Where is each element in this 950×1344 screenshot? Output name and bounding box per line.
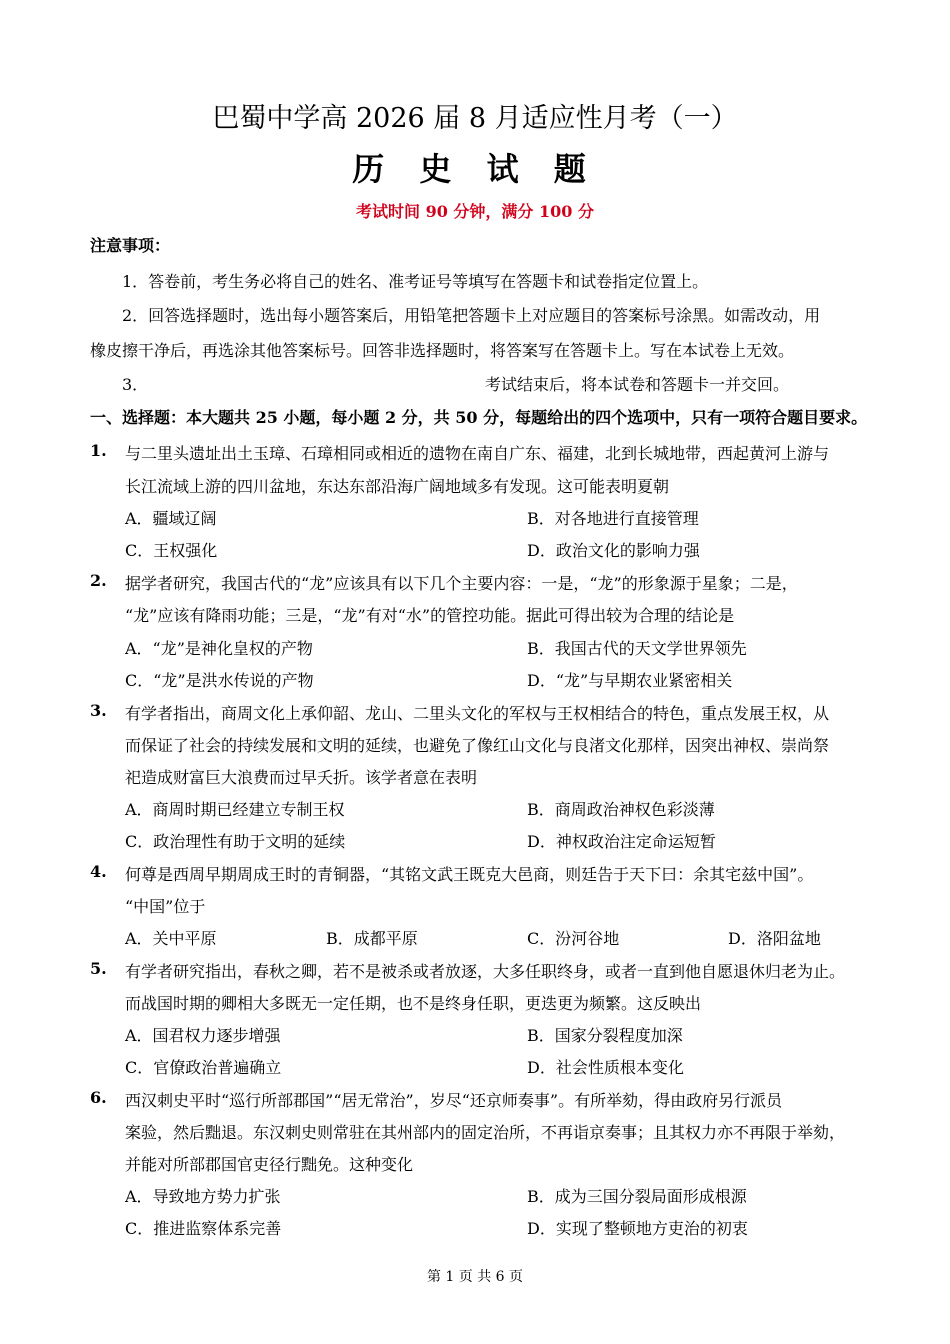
question-stem-line: “龙”应该有降雨功能；三是，“龙”有对“水”的管控功能。据此可得出较为合理的结论是: [125, 606, 735, 625]
option-c: C．官僚政治普遍确立: [125, 1058, 282, 1077]
note-3-number: 3．: [122, 375, 149, 394]
question-stem-line: 而保证了社会的持续发展和文明的延续，也避免了像红山文化与良渚文化那样，因突出神权、崇尚祭: [125, 736, 830, 755]
note-3-text: 考试结束后，将本试卷和答题卡一并交回。: [485, 375, 790, 394]
question-number: 3.: [90, 701, 107, 720]
question-stem-line: 案验，然后黜退。东汉刺史则常驻在其州部内的固定治所，不再诣京奏事；且其权力亦不再限于举劾，: [125, 1123, 846, 1142]
question-stem-line: 并能对所部郡国官吏径行黜免。这种变化: [125, 1155, 414, 1174]
option-d: D．洛阳盆地: [728, 929, 821, 948]
option-c: C．“龙”是洪水传说的产物: [125, 671, 314, 690]
question-stem-line: 祀造成财富巨大浪费而过早夭折。该学者意在表明: [125, 768, 478, 787]
option-b: B．我国古代的天文学世界领先: [527, 639, 747, 658]
exam-title: 巴蜀中学高 2026 届 8 月适应性月考（一）: [212, 103, 738, 134]
option-b: B．国家分裂程度加深: [527, 1026, 683, 1045]
option-a: A．疆域辽阔: [125, 509, 217, 528]
subject-title: 历 史 试 题: [352, 150, 598, 188]
option-b: B．商周政治神权色彩淡薄: [527, 800, 715, 819]
question-number: 6.: [90, 1088, 107, 1107]
option-a: A．国君权力逐步增强: [125, 1026, 281, 1045]
page-number: 第 1 页 共 6 页: [426, 1269, 524, 1285]
question-stem-line: 何尊是西周早期周成王时的青铜器，“其铭文武王既克大邑商，则廷告于天下曰：余其宅兹中国”。: [125, 865, 814, 884]
question-stem-line: 有学者研究指出，春秋之卿，若不是被杀或者放逐，大多任职终身，或者一直到他自愿退休归老为止。: [125, 962, 846, 981]
option-c: C．政治理性有助于文明的延续: [125, 832, 346, 851]
option-d: D．神权政治注定命运短暂: [527, 832, 716, 851]
option-a: A．商周时期已经建立专制王权: [125, 800, 345, 819]
question-stem-line: 西汉刺史平时“巡行所部郡国”“居无常治”，岁尽“还京师奏事”。有所举劾，得由政府另行派员: [125, 1091, 783, 1110]
question-stem-line: 长江流域上游的四川盆地，东达东部沿海广阔地域多有发现。这可能表明夏朝: [125, 477, 670, 496]
question-stem-line: 有学者指出，商周文化上承仰韶、龙山、二里头文化的军权与王权相结合的特色，重点发展王权，从: [125, 704, 830, 723]
option-b: B．对各地进行直接管理: [527, 509, 699, 528]
option-c: C．推进监察体系完善: [125, 1219, 282, 1238]
notes-heading: 注意事项：: [90, 236, 171, 255]
option-d: D．社会性质根本变化: [527, 1058, 684, 1077]
question-stem-line: “中国”位于: [125, 897, 206, 916]
option-c: C．汾河谷地: [527, 929, 620, 948]
question-stem-line: 与二里头遗址出土玉璋、石璋相同或相近的遗物在南自广东、福建，北到长城地带，西起黄河上游与: [125, 444, 830, 463]
option-d: D．实现了整顿地方吏治的初衷: [527, 1219, 748, 1238]
option-d: D．“龙”与早期农业紧密相关: [527, 671, 733, 690]
note-1: 1．答卷前，考生务必将自己的姓名、准考证号等填写在答题卡和试卷指定位置上。: [122, 272, 709, 291]
option-b: B．成为三国分裂局面形成根源: [527, 1187, 747, 1206]
note-2-line-1: 2．回答选择题时，选出每小题答案后，用铅笔把答题卡上对应题目的答案标号涂黑。如需改动，用: [122, 306, 821, 325]
question-stem-line: 而战国时期的卿相大多既无一定任期，也不是终身任职，更迭更为频繁。这反映出: [125, 994, 702, 1013]
option-a: A．关中平原: [125, 929, 217, 948]
question-number: 5.: [90, 959, 107, 978]
question-stem-line: 据学者研究，我国古代的“龙”应该具有以下几个主要内容：一是，“龙”的形象源于星象；二是，: [125, 574, 798, 593]
option-c: C．王权强化: [125, 541, 218, 560]
question-number: 1.: [90, 441, 107, 460]
option-a: A．“龙”是神化皇权的产物: [125, 639, 313, 658]
question-number: 2.: [90, 571, 107, 590]
question-number: 4.: [90, 862, 107, 881]
time-info: 考试时间 90 分钟，满分 100 分: [356, 202, 594, 221]
option-d: D．政治文化的影响力强: [527, 541, 700, 560]
note-2-line-2: 橡皮擦干净后，再选涂其他答案标号。回答非选择题时，将答案写在答题卡上。写在本试卷上无效。: [90, 341, 795, 360]
section-heading: 一、选择题：本大题共 25 小题，每小题 2 分，共 50 分，每题给出的四个选项中，只有一项符合题目要求。: [90, 408, 868, 427]
option-a: A．导致地方势力扩张: [125, 1187, 281, 1206]
option-b: B．成都平原: [326, 929, 418, 948]
